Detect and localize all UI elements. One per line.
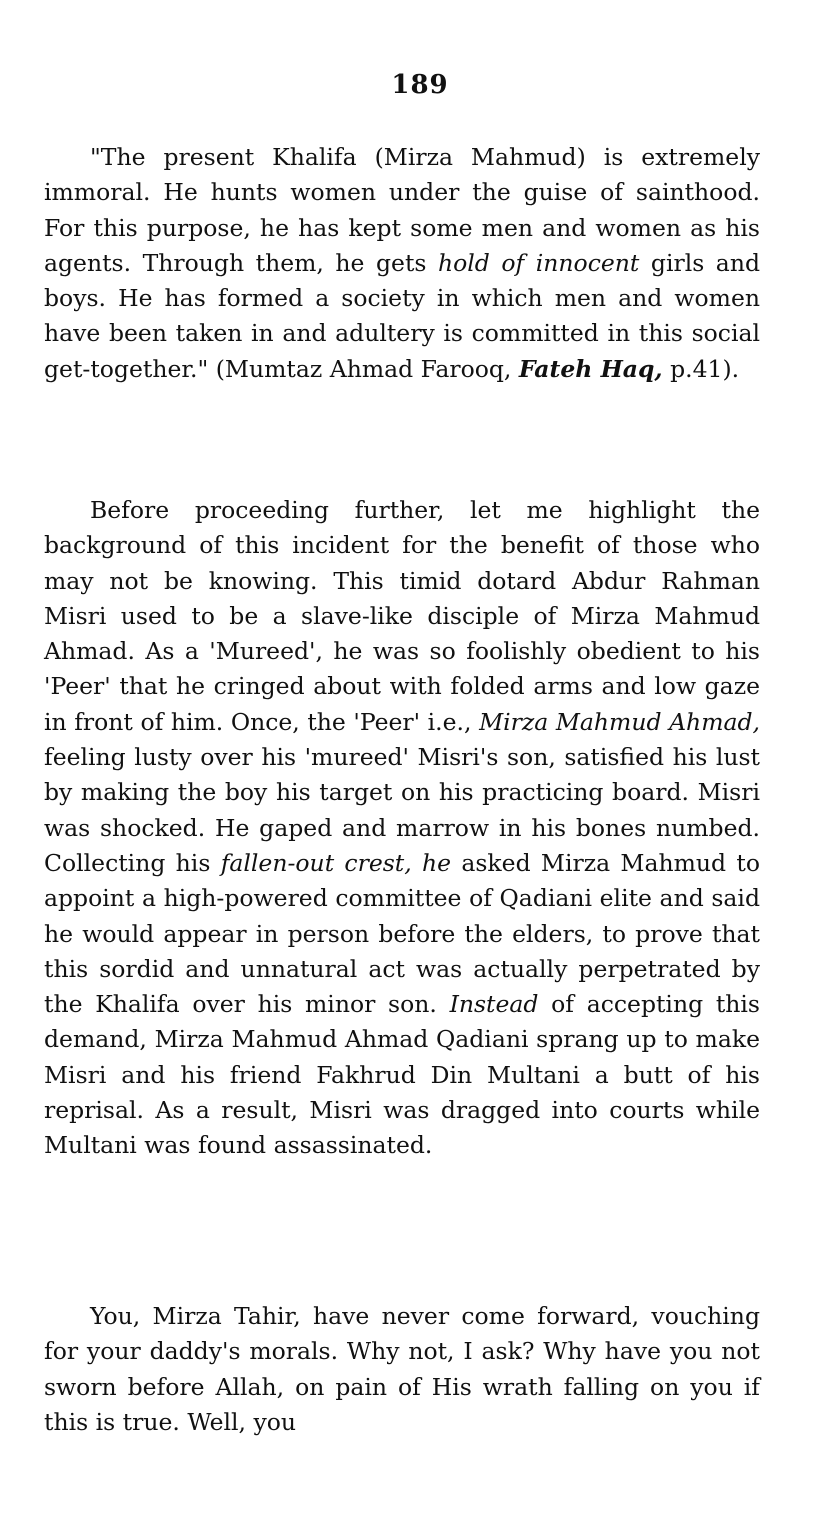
paragraph-quote (44, 140, 760, 387)
text-segment: Before proceeding further, let me highlight the background of this incident for the benefit of those who may not be knowing. This timid dotard Abdur Rahman Misri used to be a slave-like disciple of Mirza Mahmud Ahmad. As a 'Mureed', he was so foolishly obedient to his 'Peer' that he cringed about with folded arms and low gaze in front of him. Once, the 'Peer' i.e., (44, 496, 760, 736)
text-segment: p.41). (662, 354, 740, 383)
text-segment-italic: fallen-out crest, he (220, 848, 452, 877)
text-segment: feeling lusty over his 'mureed' Misri's son, satisfied his lust by making the boy his target on his practicing board. Misri was shocked. He gaped and marrow in his bones numbed. Collecting his (44, 743, 760, 877)
text-segment-italic: Mirza Mahmud Ahmad, (479, 707, 760, 736)
text-segment: of accepting this demand, Mirza Mahmud Ahmad Qadiani sprang up to make Misri and his friend Fakhrud Din Multani a butt of his reprisal. As a result, Misri was dragged into courts while Multani was found assassinated. (44, 990, 760, 1160)
text-segment: girls and boys. He has formed a society in which men and women have been taken in and adultery is committed in this social get-together." (Mumtaz Ahmad Farooq, (44, 248, 760, 383)
text-segment: asked Mirza Mahmud to appoint a high-powered committee of Qadiani elite and said he would appear in person before the elders, to prove that this sordid and unnatural act was actually perpetrated by the Khalifa over his minor son. (44, 848, 760, 1019)
text-segment-italic: hold of innocent (438, 248, 640, 277)
book-title: Fateh Haq, (518, 354, 663, 383)
paragraph-background (44, 493, 760, 1164)
text-segment: "The present Khalifa (Mirza Mahmud) is extremely immoral. He hunts women under the guise of sainthood. For this purpose, he has kept some men and women as his agents. Through them, he gets (44, 143, 760, 277)
text-segment: You, Mirza Tahir, have never come forward, vouching for your daddy's morals. Why not, I ask? Why have you not sworn before Allah, on pain of His wrath falling on you if this is true. Well, you (44, 1302, 760, 1436)
text-segment-italic: Instead (449, 990, 539, 1019)
paragraph-challenge (44, 1299, 760, 1440)
page-number: 189 (391, 70, 449, 100)
